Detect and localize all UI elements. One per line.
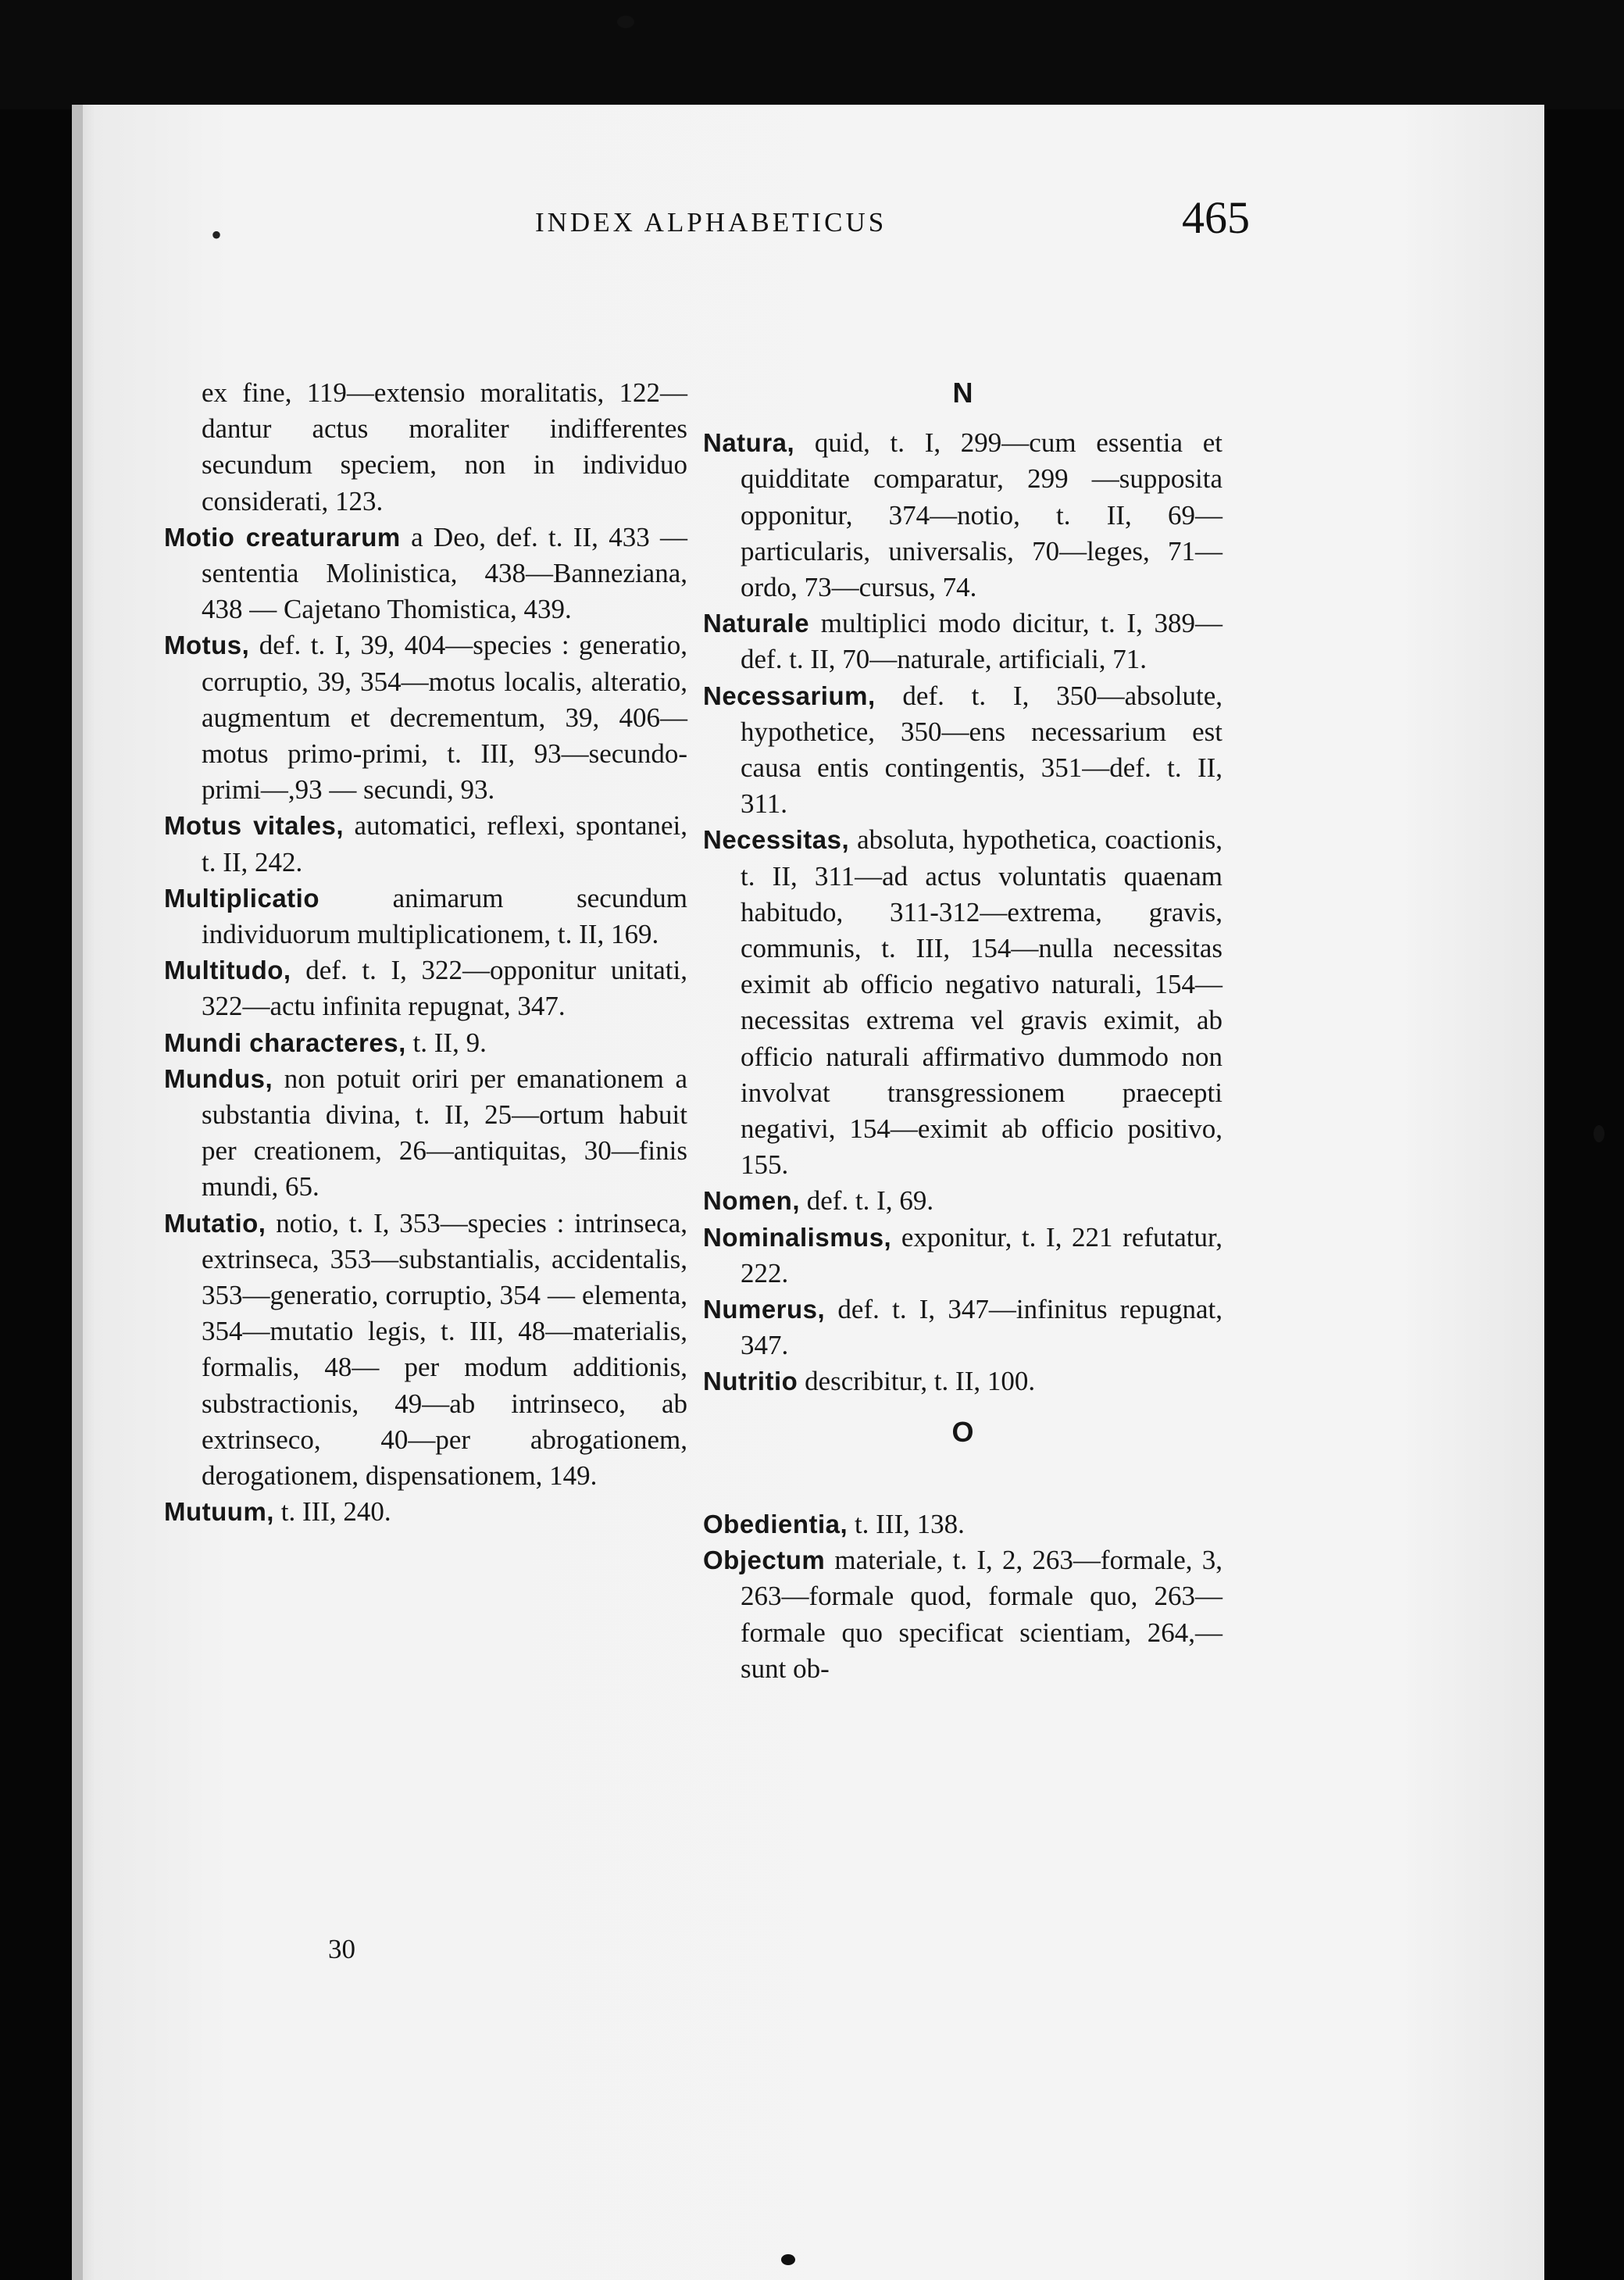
index-entry bbox=[164, 1206, 687, 1495]
entry-headword: Necessarium, bbox=[703, 681, 876, 710]
entry-text: def. t. I, 350—absolute, hypothetice, 350—ens necessarium est causa entis contingentis, 351—def. t. II, 311. bbox=[741, 680, 1222, 820]
entry-text: automatici, reflexi, spontanei, t. II, 242. bbox=[202, 810, 687, 877]
entry-headword: Necessitas, bbox=[703, 825, 850, 855]
head-ornament: • bbox=[211, 217, 223, 252]
index-entry bbox=[164, 520, 687, 628]
index-column-right bbox=[703, 375, 1222, 1687]
index-entry bbox=[164, 1061, 687, 1206]
index-entry bbox=[164, 627, 687, 808]
entry-headword: Multitudo, bbox=[164, 956, 291, 985]
entry-continuation: ex fine, 119—extensio moralitatis, 122—dantur actus moraliter indifferentes secundum speciem, non in individuo considerati, 123. bbox=[202, 377, 687, 516]
scan-speck bbox=[1594, 1125, 1604, 1142]
entry-headword: Multiplicatio bbox=[164, 883, 319, 913]
index-entry bbox=[703, 822, 1222, 1183]
entry-headword: Mutatio, bbox=[164, 1208, 266, 1238]
index-entry bbox=[703, 1292, 1222, 1363]
entry-headword: Motio creaturarum bbox=[164, 522, 401, 552]
entry-text: a Deo, def. t. II, 433 — sententia Molinistica, 438—Banneziana, 438 — Cajetano Thomistica, 439. bbox=[202, 521, 687, 625]
film-border-top bbox=[0, 0, 1624, 109]
entry-text: animarum secundum individuorum multiplicationem, t. II, 169. bbox=[202, 882, 687, 950]
running-title: INDEX ALPHABETICUS bbox=[535, 207, 887, 238]
entry-headword: Objectum bbox=[703, 1546, 826, 1575]
entry-headword: Naturale bbox=[703, 609, 810, 638]
index-entry bbox=[703, 1183, 1222, 1219]
entry-headword: Nominalismus, bbox=[703, 1222, 892, 1252]
entry-text: materiale, t. I, 2, 263—formale, 3, 263—formale quod, formale quo, 263—formale quo specificat scientiam, 264,—sunt ob- bbox=[741, 1545, 1222, 1684]
index-entry bbox=[164, 1025, 687, 1061]
index-entry bbox=[164, 881, 687, 952]
index-entry bbox=[703, 678, 1222, 823]
entry-text: def. t. I, 69. bbox=[800, 1185, 934, 1217]
scan-speck bbox=[617, 16, 634, 28]
index-entry bbox=[703, 1506, 1222, 1542]
page-edge-shadow bbox=[72, 105, 83, 2280]
index-entry bbox=[703, 606, 1222, 677]
section-letter-n: N bbox=[952, 377, 973, 409]
entry-text: def. t. I, 347—infinitus repugnat, 347. bbox=[741, 1294, 1222, 1361]
index-column-left bbox=[164, 375, 687, 1531]
entry-text: t. III, 240. bbox=[273, 1496, 391, 1528]
entry-text: exponitur, t. I, 221 refutatur, 222. bbox=[741, 1221, 1222, 1288]
entry-headword: Motus, bbox=[164, 631, 250, 660]
index-entry bbox=[164, 808, 687, 880]
entry-text: non potuit oriri per emanationem a substantia divina, t. II, 25—ortum habuit per creationem, 26—antiquitas, 30—finis mundi, 65. bbox=[202, 1063, 687, 1203]
entry-headword: Natura, bbox=[703, 428, 795, 458]
entry-headword: Nutritio bbox=[703, 1367, 798, 1396]
entry-text: multiplici modo dicitur, t. I, 389—def. t. II, 70—naturale, artificiali, 71. bbox=[741, 608, 1222, 675]
index-entry bbox=[703, 1220, 1222, 1292]
index-entry bbox=[164, 952, 687, 1024]
entry-text: absoluta, hypothetica, coactionis, t. II, 311—ad actus voluntatis quaenam habitudo, 311-312—extrema, gravis, communis, t. III, 154—nulla necessitas eximit ab officio negativo naturali, 154—necessitas extrema vel gravis eximit, ab officio naturali affirmativo dummodo non involvat transgressionem praecepti negativi, 154—eximit ab officio positivo, 155. bbox=[741, 824, 1222, 1181]
scan-speck bbox=[781, 2254, 795, 2265]
entry-headword: Nomen, bbox=[703, 1186, 801, 1216]
entry-headword: Mundus, bbox=[164, 1063, 273, 1093]
entry-text: notio, t. I, 353—species : intrinseca, extrinseca, 353—substantialis, accidentalis, 353—generatio, corruptio, 354 — elementa, 354—mutatio legis, t. III, 48—materialis, formalis, 48— per modum additionis, substractionis, 49—ab intrinseco, ab extrinseco, 40—per abrogationem, derogationem, dispensationem, 149. bbox=[202, 1207, 687, 1492]
entry-text: def. t. I, 322—opponitur unitati, 322—actu infinita repugnat, 347. bbox=[202, 955, 687, 1022]
index-entry bbox=[703, 1542, 1222, 1687]
page-number: 465 bbox=[1182, 192, 1250, 243]
index-entry bbox=[703, 425, 1222, 606]
entry-text: t. III, 138. bbox=[848, 1508, 965, 1539]
entry-text: quid, t. I, 299—cum essentia et quidditate comparatur, 299 —supposita opponitur, 374—notio, t. II, 69—particularis, universalis, 70—leges, 71—ordo, 73—cursus, 74. bbox=[741, 427, 1222, 603]
signature-mark: 30 bbox=[328, 1934, 355, 1964]
index-entry bbox=[164, 1494, 687, 1530]
entry-text: describitur, t. II, 100. bbox=[798, 1366, 1036, 1397]
entry-headword: Obedientia, bbox=[703, 1509, 848, 1538]
entry-headword: Numerus, bbox=[703, 1295, 826, 1324]
entry-headword: Motus vitales, bbox=[164, 811, 344, 841]
index-entry bbox=[703, 1363, 1222, 1399]
entry-text: def. t. I, 39, 404—species : generatio, corruptio, 39, 354—motus localis, alteratio, augmentum et decrementum, 39, 406—motus primo-primi, t. III, 93—secundo-primi—,93 — secundi, 93. bbox=[202, 630, 687, 806]
running-head bbox=[211, 191, 1250, 262]
entry-text: t. II, 9. bbox=[405, 1027, 487, 1058]
entry-headword: Mutuum, bbox=[164, 1497, 274, 1527]
entry-headword: Mundi characteres, bbox=[164, 1027, 406, 1057]
section-letter-o: O bbox=[951, 1415, 974, 1448]
